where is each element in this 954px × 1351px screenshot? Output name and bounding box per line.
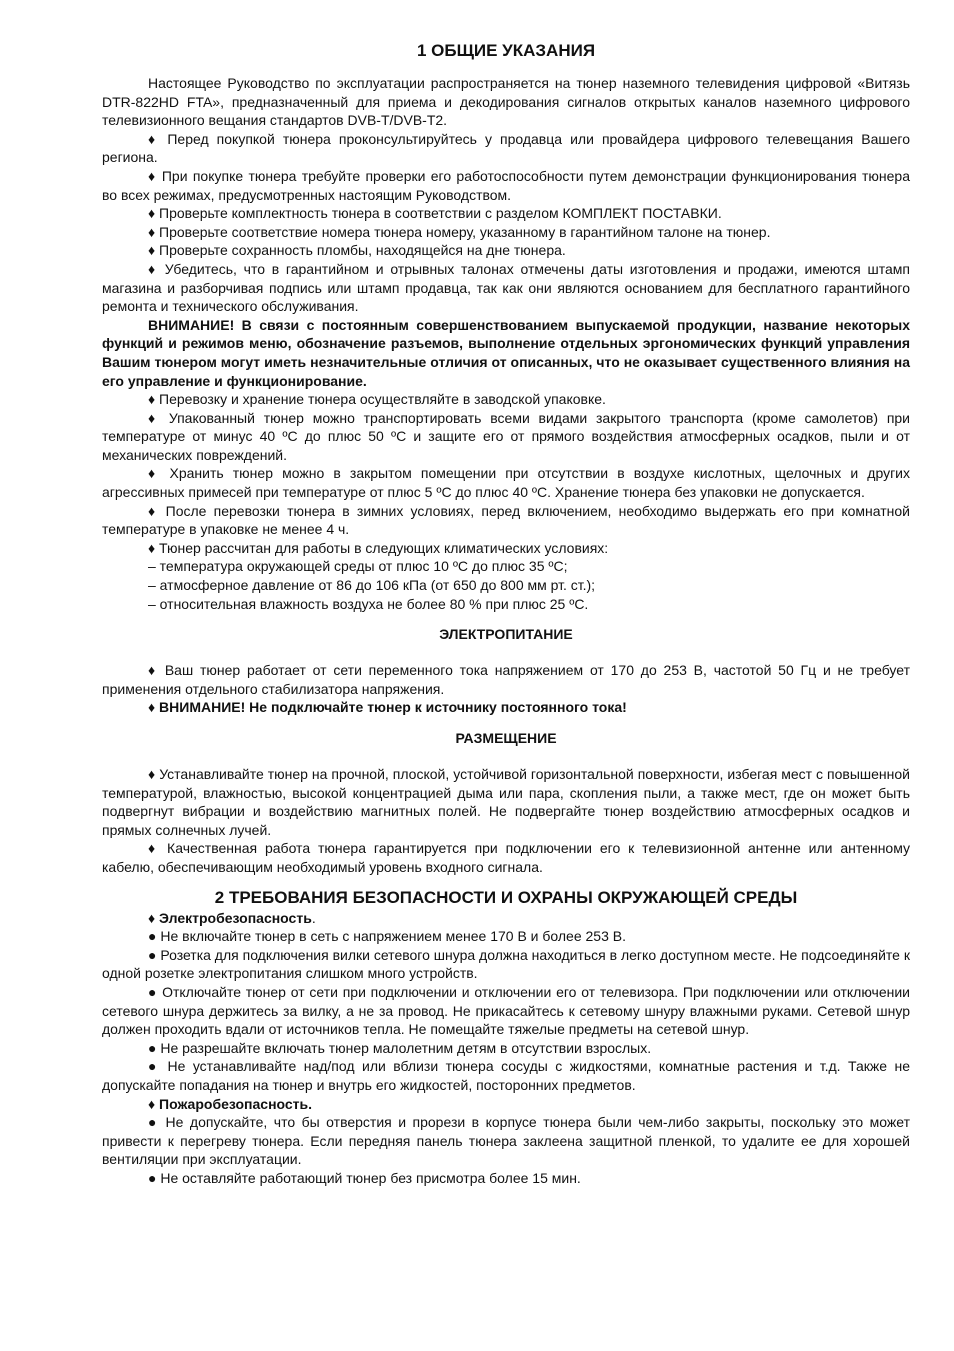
warning-paragraph: ВНИМАНИЕ! В связи с постоянным совершенствованием выпускаемой продукции, название некоторых функций и режимов меню, обозначение разъемов, выполнение отдельных эргономических функций управления Вашим тюнером могут иметь незначительные отличия от описанных, что не оказывает существенного влияния на его управление и функционирование. bbox=[102, 316, 910, 389]
document-page bbox=[102, 40, 910, 1187]
electric-safety-heading bbox=[102, 909, 910, 928]
list-item: ♦ Проверьте комплектность тюнера в соответствии с разделом КОМПЛЕКТ ПОСТАВКИ. bbox=[148, 205, 722, 222]
list-item: ♦ Хранить тюнер можно в закрытом помещении при отсутствии в воздухе кислотных, щелочных и других агрессивных примесей при температуре от плюс 5 ºС до плюс 40 ºС. Хранение тюнера без упаковки не допускается. bbox=[102, 465, 910, 501]
section-1-title: 1 ОБЩИЕ УКАЗАНИЯ bbox=[416, 41, 596, 60]
list-item: ● Не оставляйте работающий тюнер без присмотра более 15 мин. bbox=[148, 1169, 581, 1186]
list-item: ♦ После перевозки тюнера в зимних условиях, перед включением, необходимо выдержать его при комнатной температуре в упаковке не менее 4 ч. bbox=[102, 502, 910, 538]
list-item: ● Отключайте тюнер от сети при подключении и отключении его от телевизора. При подключении или отключении сетевого шнура держитесь за вилку, а не за провод. Не прикасайтесь к сетевому шнуру влажными руками. Сетевой шнур должен проходить вдали от источников тепла. Не помещайте тяжелые предметы на сетевой шнур. bbox=[102, 983, 910, 1038]
list-item: ♦ Проверьте сохранность пломбы, находящейся на дне тюнера. bbox=[148, 242, 566, 259]
condition-item: – относительная влажность воздуха не более 80 % при плюс 25 ºС. bbox=[148, 595, 589, 612]
list-item: ♦ Качественная работа тюнера гарантируется при подключении его к телевизионной антенне или антенному кабелю, обеспечивающим необходимый уровень входного сигнала. bbox=[102, 840, 910, 875]
list-item: ♦ Перед покупкой тюнера проконсультируйтесь у продавца или провайдера цифрового телевещания Вашего региона. bbox=[102, 130, 910, 166]
list-item: ♦ Упакованный тюнер можно транспортировать всеми видами закрытого транспорта (кроме самолетов) при температуре от минус 40 ºС до плюс 50 ºС и защите его от прямого воздействия атмосферных осадков, пыли и от механических повреждений. bbox=[102, 409, 910, 463]
list-item: ♦ При покупке тюнера требуйте проверки его работоспособности путем демонстрации функционирования тюнера во всех режимах, предусмотренных настоящим Руководством. bbox=[102, 167, 910, 203]
intro-paragraph: Настоящее Руководство по эксплуатации распространяется на тюнер наземного телевидения цифровой «Витязь DTR-822HD FTA», предназначенный для приема и декодирования сигналов открытых каналов наземного цифрового телевизионного вещания стандартов DVB-T/DVB-T2. bbox=[102, 75, 910, 129]
list-item: ● Не допускайте, что бы отверстия и прорези в корпусе тюнера были чем-либо закрыты, поскольку это может привести к перегреву тюнера. Если передняя панель тюнера заклеена защитной пленкой, то удалите ее для хорошей вентиляции при эксплуатации. bbox=[102, 1114, 910, 1168]
list-item: ● Не включайте тюнер в сеть с напряжением менее 170 В и более 253 В. bbox=[148, 928, 626, 945]
condition-item: – температура окружающей среды от плюс 10 ºС до плюс 35 ºС; bbox=[148, 558, 568, 575]
power-warning: ♦ ВНИМАНИЕ! Не подключайте тюнер к источнику постоянного тока! bbox=[148, 699, 627, 716]
section-2-title: 2 ТРЕБОВАНИЯ БЕЗОПАСНОСТИ И ОХРАНЫ ОКРУЖАЮЩЕЙ СРЕДЫ bbox=[214, 887, 798, 907]
electric-safety-label: ♦ Электробезопасность bbox=[148, 909, 312, 926]
list-item: ♦ Ваш тюнер работает от сети переменного тока напряжением от 170 до 253 В, частотой 50 Гц и не требует применения отдельного стабилизатора напряжения. bbox=[102, 662, 910, 697]
fire-safety-heading: ♦ Пожаробезопасность. bbox=[148, 1095, 313, 1112]
list-item: ● Не устанавливайте над/под или вблизи тюнера сосуды с жидкостями, комнатные растения и т.д. Также не допускайте попадания на тюнер и внутрь его жидкостей, посторонних предметов. bbox=[102, 1058, 910, 1093]
list-item: ● Не разрешайте включать тюнер малолетним детям в отсутствии взрослых. bbox=[148, 1039, 652, 1056]
list-item: ● Розетка для подключения вилки сетевого шнура должна находиться в легко доступном месте. Не подсоединяйте к одной розетке электропитания слишком много устройств. bbox=[102, 946, 910, 982]
list-item: ♦ Проверьте соответствие номера тюнера номеру, указанному в гарантийном талоне на тюнер. bbox=[148, 223, 771, 240]
list-item: ♦ Тюнер рассчитан для работы в следующих климатических условиях: bbox=[148, 539, 609, 556]
list-item: ♦ Устанавливайте тюнер на прочной, плоской, устойчивой горизонтальной поверхности, избегая мест с повышенной температурой, влажностью, высокой концентрацией дыма или пара, скопления пыли, а также мест, где он может быть подвергнут вибрации и воздействию магнитных полей. Не подвергайте тюнер воздействию атмосферных осадков и прямых солнечных лучей. bbox=[102, 766, 910, 838]
list-item: ♦ Убедитесь, что в гарантийном и отрывных талонах отмечены даты изготовления и продажи, имеются штамп магазина и разборчивая подпись или штамп продавца, так как они являются основанием для бесплатного гарантийного ремонта и технического обслуживания. bbox=[102, 260, 910, 315]
placement-heading: РАЗМЕЩЕНИЕ bbox=[455, 730, 557, 746]
electric-safety-period: . bbox=[311, 909, 316, 926]
list-item: ♦ Перевозку и хранение тюнера осуществляйте в заводской упаковке. bbox=[148, 391, 606, 408]
condition-item: – атмосферное давление от 86 до 106 кПа (от 650 до 800 мм рт. ст.); bbox=[148, 577, 596, 594]
power-heading: ЭЛЕКТРОПИТАНИЕ bbox=[439, 626, 573, 643]
